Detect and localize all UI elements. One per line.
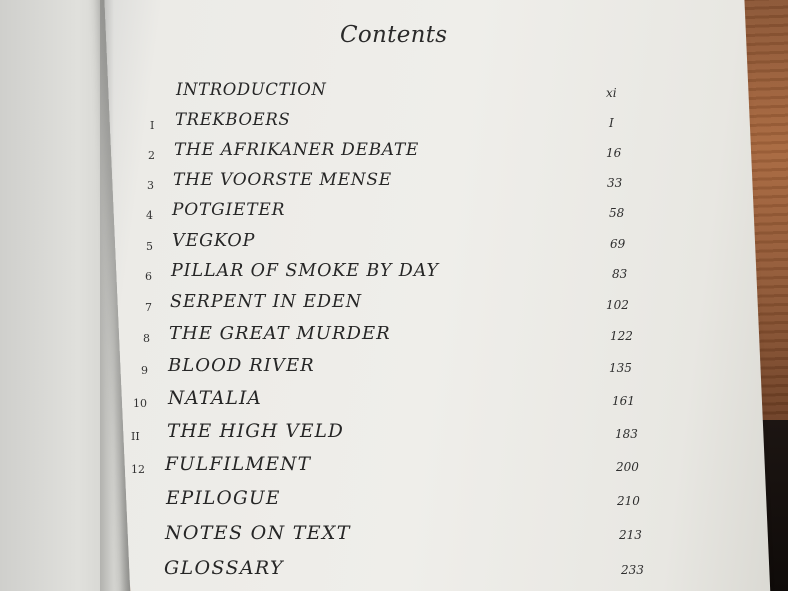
toc-page-number: 83 (612, 267, 628, 281)
toc-entry-title: GLOSSARY (164, 557, 284, 579)
toc-chapter-number: 7 (145, 301, 152, 314)
toc-page-number: 16 (606, 146, 622, 160)
toc-page-number: 200 (616, 460, 639, 474)
toc-chapter-number: II (131, 430, 140, 443)
toc-page-number: 33 (607, 176, 623, 190)
toc-page-number: 69 (610, 237, 626, 251)
toc-entry-title: THE VOORSTE MENSE (173, 170, 392, 190)
toc-chapter-number: I (150, 119, 155, 132)
toc-entry-title: PILLAR OF SMOKE BY DAY (171, 261, 440, 281)
toc-chapter-number: 10 (133, 397, 147, 410)
page-title: Contents (340, 22, 448, 48)
toc-page-number: 210 (617, 494, 640, 508)
toc-entry-title: EPILOGUE (166, 488, 281, 509)
toc-chapter-number: 2 (148, 149, 155, 162)
toc-chapter-number: 3 (147, 179, 154, 192)
toc-entry-title: BLOOD RIVER (168, 355, 315, 376)
toc-page-number: xi (606, 86, 617, 100)
toc-chapter-number: 6 (145, 270, 152, 283)
toc-entry-title: THE AFRIKANER DEBATE (174, 140, 419, 160)
toc-page-number: 135 (609, 361, 632, 375)
toc-entry-title: SERPENT IN EDEN (170, 292, 362, 312)
toc-page-number: 58 (609, 206, 625, 220)
toc-page-number: 122 (610, 329, 633, 343)
toc-page-number: 183 (615, 427, 638, 441)
toc-page-number: 213 (619, 528, 642, 542)
toc-entry-title: THE HIGH VELD (167, 421, 345, 442)
toc-chapter-number: 4 (146, 209, 153, 222)
toc-entry-title: THE GREAT MURDER (169, 323, 391, 344)
book-gutter (100, 0, 114, 591)
toc-entry-title: POTGIETER (172, 200, 286, 220)
toc-chapter-number: 5 (146, 240, 153, 253)
toc-chapter-number: 8 (143, 332, 150, 345)
toc-page-number: 161 (612, 394, 635, 408)
toc-entry-title: VEGKOP (172, 231, 256, 251)
toc-chapter-number: 9 (141, 364, 148, 377)
toc-entry-title: INTRODUCTION (176, 80, 327, 99)
toc-entry-title: NATALIA (168, 388, 262, 409)
toc-page-number: 233 (621, 563, 644, 577)
toc-page-number: I (609, 116, 614, 130)
toc-entry-title: FULFILMENT (165, 454, 312, 475)
toc-entry-title: TREKBOERS (175, 110, 291, 129)
toc-entry-title: NOTES ON TEXT (165, 522, 351, 544)
toc-chapter-number: 12 (131, 463, 145, 476)
toc-page-number: 102 (606, 298, 629, 312)
